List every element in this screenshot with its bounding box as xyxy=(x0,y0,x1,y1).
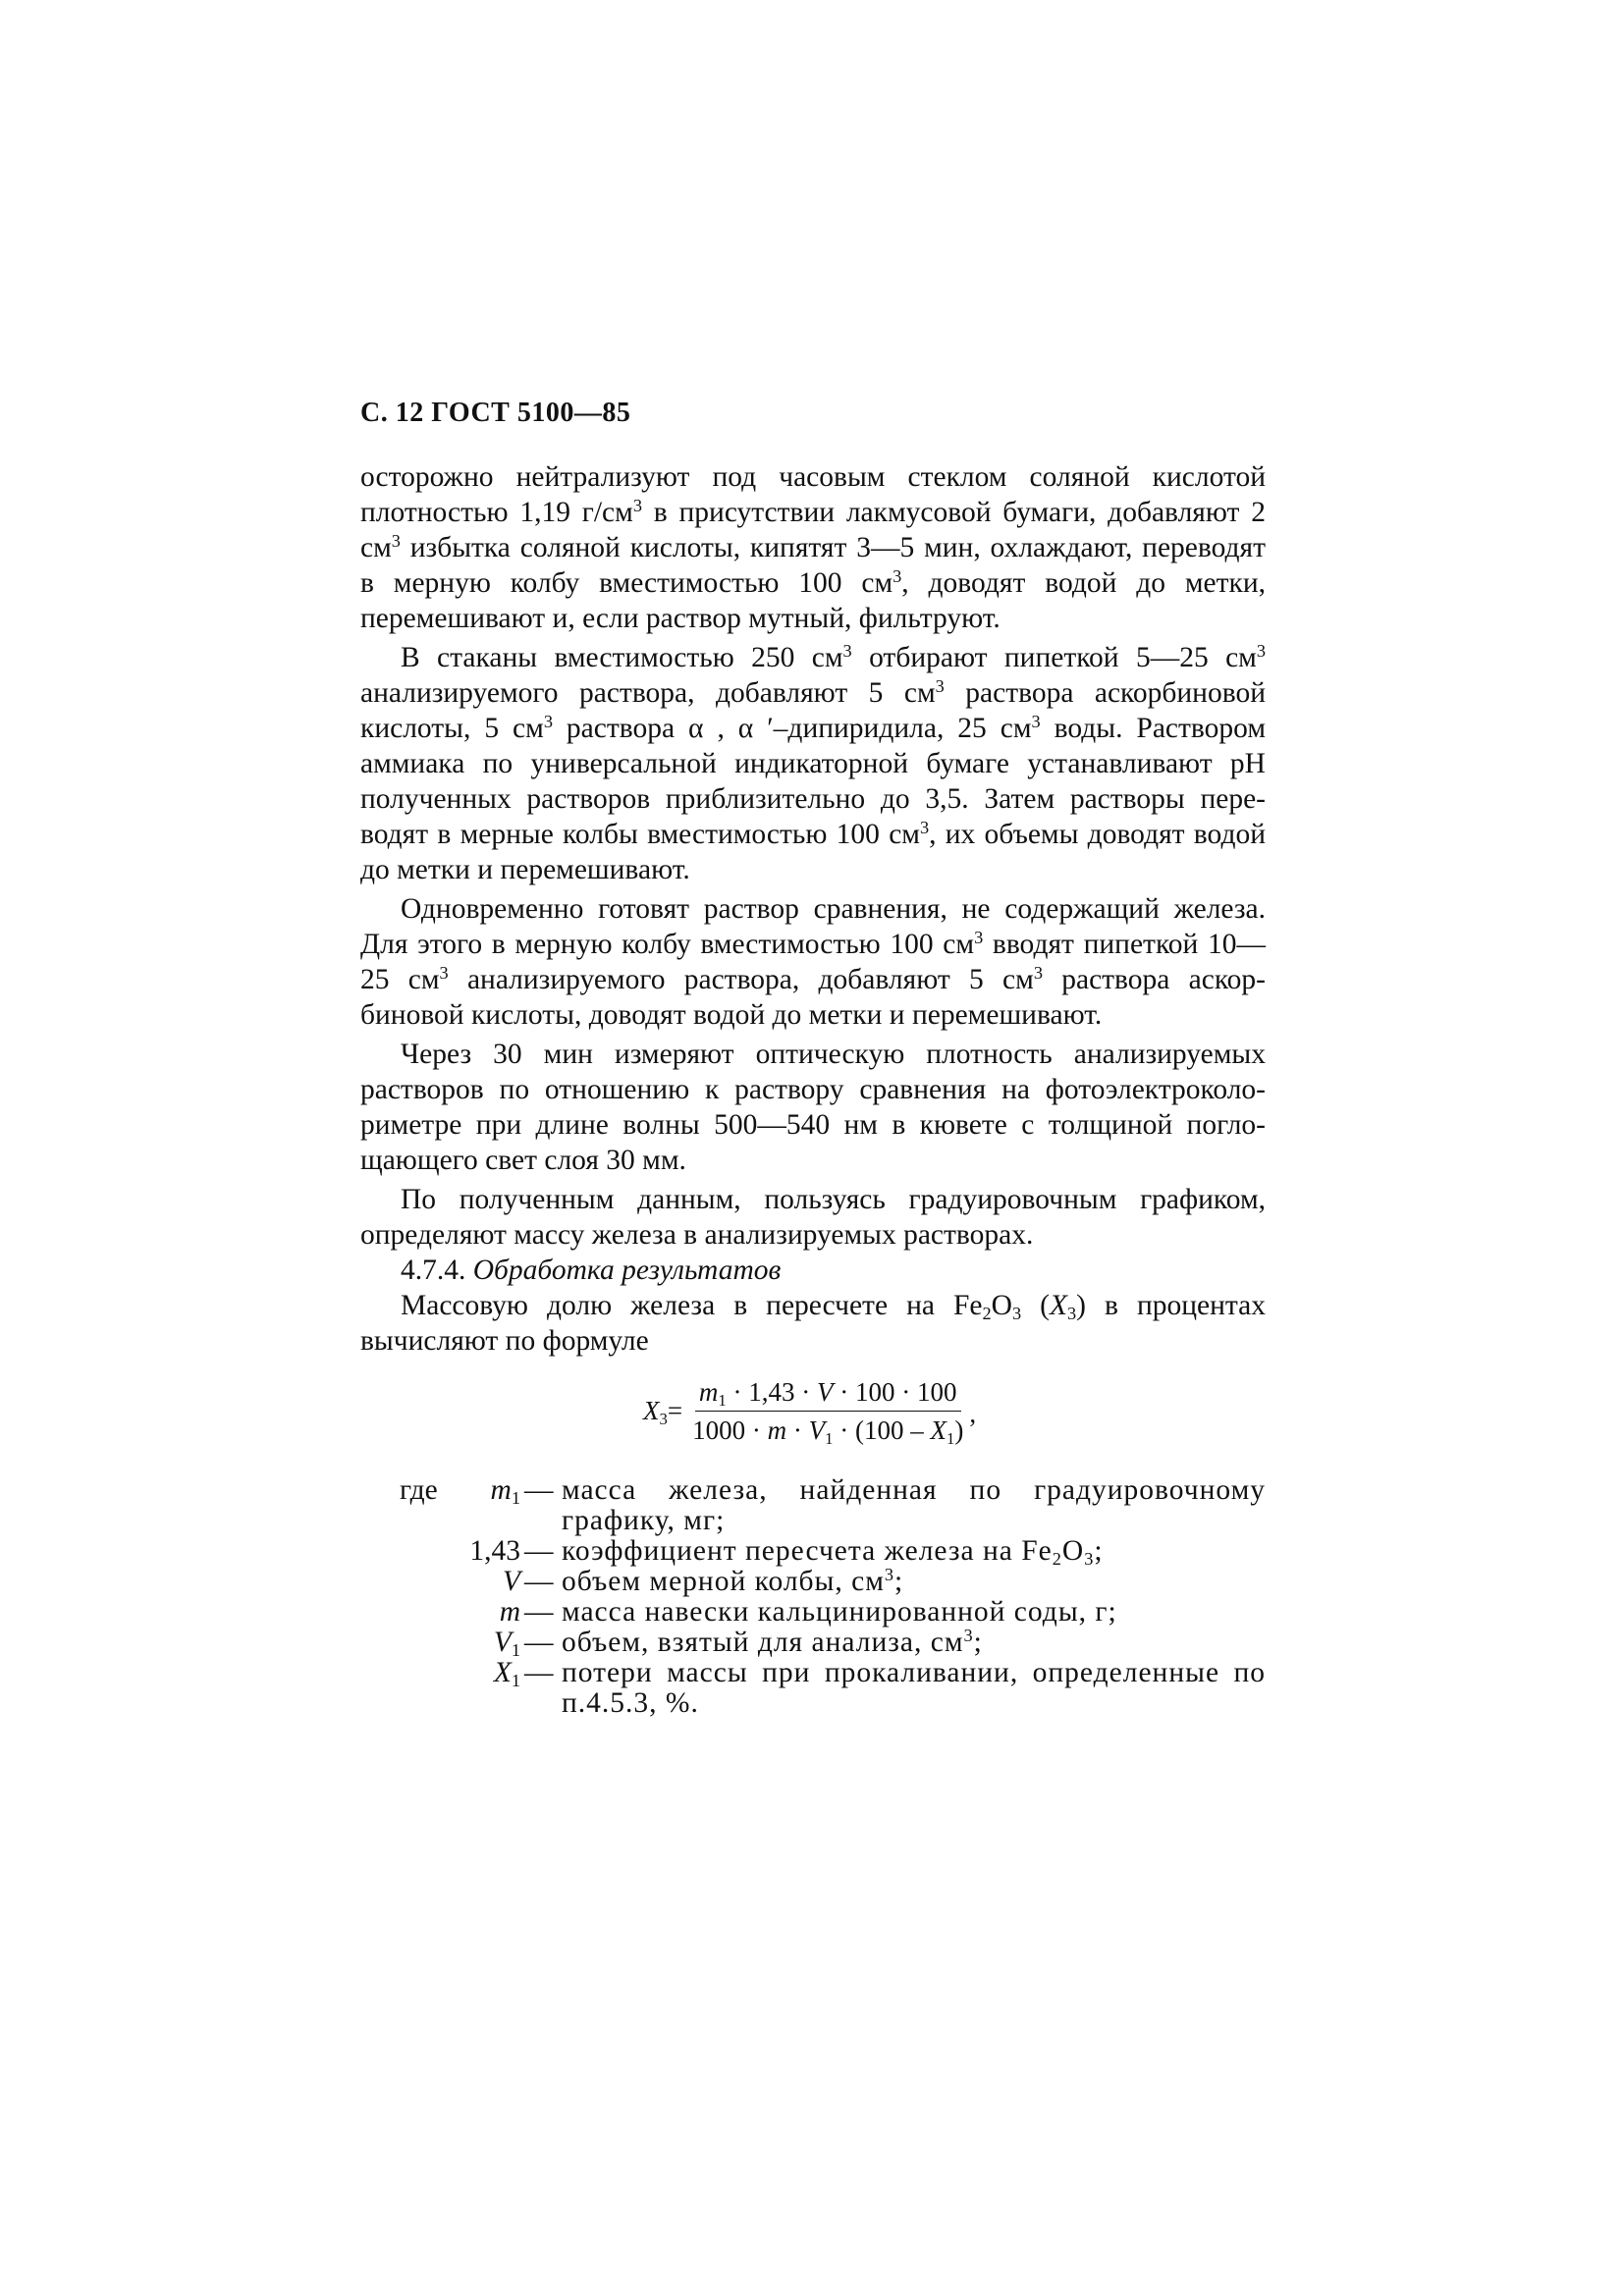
formula-denominator: $1000 \cdot m \cdot V_1 \cdot (100 - X_1)$ xyxy=(692,1415,964,1449)
page-header: С. 12 ГОСТ 5100—85 xyxy=(360,398,631,428)
legend-description: масса навески кальцинированной соды, г; xyxy=(562,1596,1117,1628)
legend-where: где xyxy=(400,1474,438,1506)
legend-symbol: 1,43 xyxy=(469,1535,520,1567)
legend-description: коэффициент пересчета железа на $Fe_2O_3$; xyxy=(562,1535,1104,1570)
legend-dash: — xyxy=(524,1627,554,1658)
section-heading xyxy=(360,1253,1266,1288)
legend-dash: — xyxy=(524,1566,554,1597)
paragraph-4: Через 30 мин измеряют оптическую плотность анализируемых растворов по отношению к раствору сравнения на фотоэлектроколориметре при длине волны 500—540 нм в кювете с толщиной поглощающего свет слоя 30 мм. xyxy=(360,1039,1266,1176)
legend-symbol: $V_1$ xyxy=(493,1627,520,1661)
legend-row xyxy=(360,1564,1266,1597)
formula-lhs: $X_3=$ xyxy=(643,1396,683,1429)
legend-description: масса железа, найденная по градуировочному графику, мг; xyxy=(562,1474,1266,1536)
formula-numerator: $m_1 \cdot 1,43 \cdot V \cdot 100 \cdot 100$ xyxy=(695,1377,961,1412)
paragraph-1: осторожно нейтрализуют под часовым стеклом соляной кислотой плотностью 1,19 $г/см^3$ в присутствии лакмусовой бумаги, добавляют 2 $см^3$ избытка соляной кислоты, кипятят 3—5 мин, охлаждают, переводят в мерную колбу вместимостью 100 $см^3$, доводят водой до метки, перемешивают и, если раствор мутный, фильтруют. xyxy=(360,461,1267,634)
legend-row xyxy=(360,1535,1266,1570)
legend-row xyxy=(360,1597,1266,1628)
legend-row xyxy=(360,1475,1266,1536)
legend-dash: — xyxy=(524,1535,554,1567)
legend-dash: — xyxy=(524,1657,554,1688)
formula-fraction xyxy=(688,1377,967,1449)
formula xyxy=(643,1377,977,1449)
legend-dash: — xyxy=(524,1474,554,1506)
legend-description: объем, взятый для анализа, $см^3$; xyxy=(562,1625,983,1658)
paragraph-6: Массовую долю железа в пересчете на $Fe_2O_3$ $(X_3)$ в процентах вычисляют по формуле xyxy=(360,1290,1266,1357)
legend-description: объем мерной колбы, $см^3$; xyxy=(562,1564,904,1597)
paragraph-2: В стаканы вместимостью 250 $см^3$ отбирают пипеткой 5—25 $см^3$ анализируемого раствора, добавляют 5 $см^3$ раствора аскорбиновой кислоты, 5 $см^3$ раствора α , α ′–дипиридила, 25 $см^3$ воды. Раствором аммиака по универсальной индикаторной бумаге устанавливают pH полученных растворов приблизительно до 3,5. Затем растворы переводят в мерные колбы вместимостью 100 $см^3$, их объемы доводят водой до метки и перемешивают. xyxy=(360,640,1266,885)
formula-comma: , xyxy=(969,1399,977,1428)
legend-dash: — xyxy=(524,1596,554,1628)
legend-symbol: $X_1$ xyxy=(493,1657,520,1691)
legend-row xyxy=(360,1658,1266,1719)
legend-row xyxy=(360,1625,1266,1661)
section-number: 4.7.4. xyxy=(401,1255,466,1286)
legend-symbol: m xyxy=(499,1596,520,1628)
legend-symbol: V xyxy=(502,1566,520,1597)
legend-description: потери массы при прокаливании, определенные по п.4.5.3, %. xyxy=(562,1657,1266,1719)
paragraph-5: По полученным данным, пользуясь градуировочным графиком, определяют массу железа в анализируемых растворах. xyxy=(360,1184,1266,1251)
section-title: Обработка результатов xyxy=(472,1255,782,1286)
paragraph-3: Одновременно готовят раствор сравнения, не содержащий железа. Для этого в мерную колбу вместимостью 100 $см^3$ вводят пипеткой 10—25 $см^3$ анализируемого раствора, добавляют 5 $см^3$ раствора аскорбиновой кислоты, доводят водой до метки и перемешивают. xyxy=(360,893,1266,1031)
body-text xyxy=(360,459,1266,1359)
legend-symbol: где $m_1$ xyxy=(400,1474,520,1509)
variable-legend xyxy=(360,1475,1266,1719)
